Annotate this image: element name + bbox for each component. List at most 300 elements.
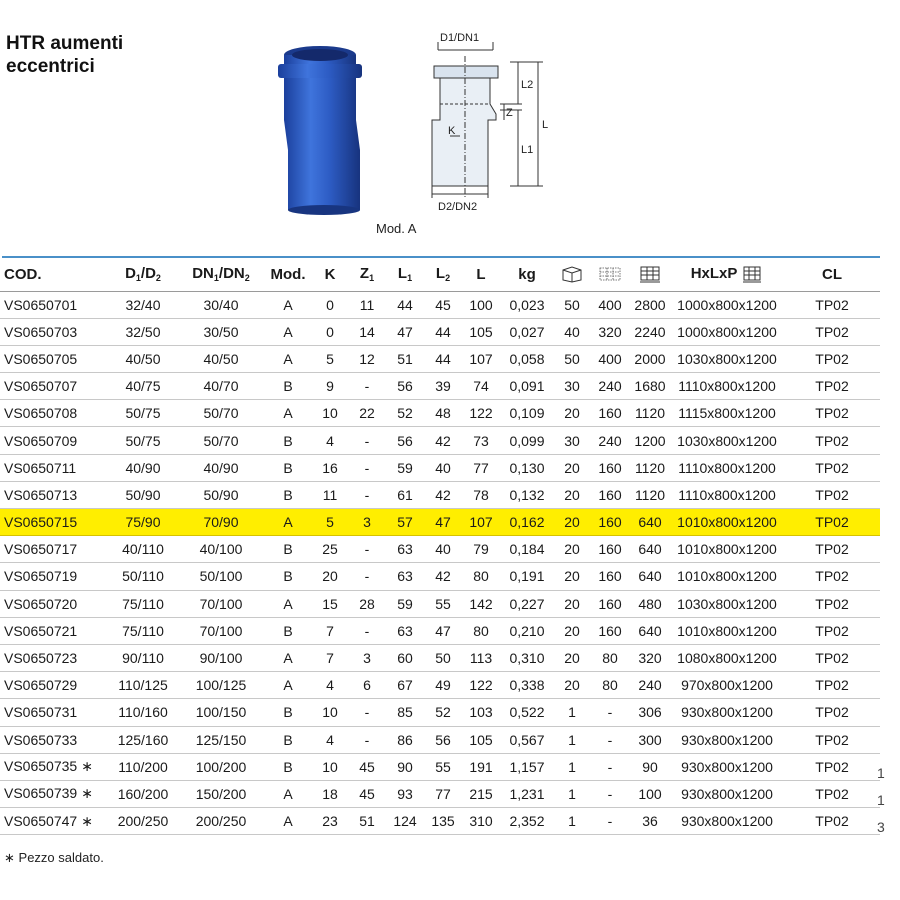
cell-box-qty: 20 <box>554 454 590 481</box>
edge-fragment: 1 <box>877 765 885 781</box>
cell-code: VS0650733 <box>0 726 108 753</box>
cell-hxlxp: 1000x800x1200 <box>670 318 784 345</box>
cell-box-qty: 20 <box>554 563 590 590</box>
cell-z1: 22 <box>348 400 386 427</box>
cell-kg: 0,023 <box>500 291 554 318</box>
table-row <box>0 373 880 400</box>
cell-d1-d2: 200/250 <box>108 808 178 835</box>
cell-cl: TP02 <box>784 590 880 617</box>
product-photo <box>270 40 370 215</box>
cell-mod: A <box>264 318 312 345</box>
cell-cl: TP02 <box>784 509 880 536</box>
table-header-row <box>0 258 880 291</box>
cell-l2: 44 <box>424 345 462 372</box>
cell-code: VS0650747 ∗ <box>0 808 108 835</box>
cell-pallet-qty: 240 <box>630 672 670 699</box>
cell-mod: B <box>264 427 312 454</box>
cell-d1-d2: 40/50 <box>108 345 178 372</box>
cell-d1-d2: 110/125 <box>108 672 178 699</box>
cell-z1: 14 <box>348 318 386 345</box>
cell-l1: 59 <box>386 454 424 481</box>
table-row <box>0 481 880 508</box>
cell-z1: - <box>348 617 386 644</box>
cell-pallet-qty: 2800 <box>630 291 670 318</box>
cell-pallet-qty: 1680 <box>630 373 670 400</box>
cell-z1: 51 <box>348 808 386 835</box>
cell-mod: A <box>264 644 312 671</box>
cell-l2: 44 <box>424 318 462 345</box>
cell-l2: 42 <box>424 481 462 508</box>
cell-l2: 52 <box>424 699 462 726</box>
cell-kg: 1,157 <box>500 753 554 780</box>
cell-hxlxp: 1030x800x1200 <box>670 345 784 372</box>
cell-layer-qty: - <box>590 699 630 726</box>
cell-layer-qty: 160 <box>590 400 630 427</box>
col-header-kg: kg <box>500 258 554 291</box>
cell-box-qty: 20 <box>554 400 590 427</box>
cell-layer-qty: 160 <box>590 454 630 481</box>
cell-d1-d2: 160/200 <box>108 780 178 807</box>
cell-kg: 0,099 <box>500 427 554 454</box>
cell-l2: 39 <box>424 373 462 400</box>
cell-pallet-qty: 320 <box>630 644 670 671</box>
cell-k: 10 <box>312 753 348 780</box>
cell-kg: 0,310 <box>500 644 554 671</box>
cell-dn1-dn2: 30/50 <box>178 318 264 345</box>
col-header-hxlxp: HxLxP <box>670 258 784 291</box>
cell-k: 5 <box>312 345 348 372</box>
cell-dn1-dn2: 50/100 <box>178 563 264 590</box>
cell-l1: 63 <box>386 563 424 590</box>
cell-d1-d2: 75/110 <box>108 590 178 617</box>
cell-l: 122 <box>462 672 500 699</box>
cell-kg: 0,130 <box>500 454 554 481</box>
cell-l1: 51 <box>386 345 424 372</box>
cell-kg: 0,109 <box>500 400 554 427</box>
cell-hxlxp: 1115x800x1200 <box>670 400 784 427</box>
cell-l: 73 <box>462 427 500 454</box>
cell-k: 10 <box>312 699 348 726</box>
cell-dn1-dn2: 50/90 <box>178 481 264 508</box>
title-line-2: eccentrici <box>6 56 95 77</box>
cell-k: 23 <box>312 808 348 835</box>
cell-kg: 0,132 <box>500 481 554 508</box>
cell-l: 77 <box>462 454 500 481</box>
drawing-dim-K: K <box>448 125 456 137</box>
cell-mod: A <box>264 509 312 536</box>
cell-code: VS0650720 <box>0 590 108 617</box>
cell-code: VS0650719 <box>0 563 108 590</box>
cell-box-qty: 40 <box>554 318 590 345</box>
cell-k: 16 <box>312 454 348 481</box>
edge-fragment: 3 <box>877 819 885 835</box>
cell-l1: 57 <box>386 509 424 536</box>
pallet-dimensions-icon <box>741 265 763 283</box>
cell-code: VS0650708 <box>0 400 108 427</box>
cell-k: 7 <box>312 644 348 671</box>
col-header-box <box>554 258 590 291</box>
col-header-cl: CL <box>784 258 880 291</box>
cell-code: VS0650731 <box>0 699 108 726</box>
cell-z1: 45 <box>348 780 386 807</box>
cell-z1: 6 <box>348 672 386 699</box>
cell-l2: 45 <box>424 291 462 318</box>
cell-l2: 40 <box>424 454 462 481</box>
col-header-z1: $Z_1$ <box>348 258 386 291</box>
cell-z1: - <box>348 427 386 454</box>
cell-mod: A <box>264 808 312 835</box>
cell-layer-qty: - <box>590 753 630 780</box>
cell-l: 78 <box>462 481 500 508</box>
cell-hxlxp: 1010x800x1200 <box>670 509 784 536</box>
cell-cl: TP02 <box>784 427 880 454</box>
cell-z1: - <box>348 563 386 590</box>
col-header-l2: $L_2$ <box>424 258 462 291</box>
cell-box-qty: 50 <box>554 345 590 372</box>
cell-l: 142 <box>462 590 500 617</box>
cell-l: 107 <box>462 509 500 536</box>
cell-cl: TP02 <box>784 481 880 508</box>
cell-box-qty: 20 <box>554 590 590 617</box>
cell-layer-qty: - <box>590 808 630 835</box>
cell-l1: 56 <box>386 373 424 400</box>
cell-layer-qty: - <box>590 726 630 753</box>
cell-code: VS0650723 <box>0 644 108 671</box>
cell-kg: 0,338 <box>500 672 554 699</box>
table-row <box>0 318 880 345</box>
cell-cl: TP02 <box>784 454 880 481</box>
cell-k: 5 <box>312 509 348 536</box>
col-header-dn1-dn2: $DN_1/DN_2$ <box>178 258 264 291</box>
cell-cl: TP02 <box>784 400 880 427</box>
cell-code: VS0650711 <box>0 454 108 481</box>
cell-hxlxp: 1110x800x1200 <box>670 481 784 508</box>
table-row <box>0 400 880 427</box>
cell-z1: - <box>348 536 386 563</box>
technical-drawing <box>418 28 558 216</box>
cell-dn1-dn2: 40/50 <box>178 345 264 372</box>
cell-dn1-dn2: 30/40 <box>178 291 264 318</box>
cell-kg: 2,352 <box>500 808 554 835</box>
cell-z1: 12 <box>348 345 386 372</box>
table-row <box>0 699 880 726</box>
drawing-dim-L2: L2 <box>521 79 534 91</box>
cell-mod: B <box>264 699 312 726</box>
cell-pallet-qty: 36 <box>630 808 670 835</box>
cell-cl: TP02 <box>784 726 880 753</box>
welded-marker: ∗ <box>81 758 93 775</box>
cell-l2: 40 <box>424 536 462 563</box>
cell-k: 0 <box>312 318 348 345</box>
cell-dn1-dn2: 50/70 <box>178 400 264 427</box>
cell-k: 20 <box>312 563 348 590</box>
cell-l1: 63 <box>386 617 424 644</box>
cell-cl: TP02 <box>784 318 880 345</box>
drawing-bottom-label: D2/DN2 <box>438 201 478 213</box>
cell-d1-d2: 110/200 <box>108 753 178 780</box>
cell-layer-qty: 240 <box>590 373 630 400</box>
cell-layer-qty: 160 <box>590 481 630 508</box>
cell-dn1-dn2: 70/100 <box>178 590 264 617</box>
cell-code: VS0650739 ∗ <box>0 780 108 807</box>
table-row <box>0 644 880 671</box>
cell-hxlxp: 930x800x1200 <box>670 753 784 780</box>
cell-z1: 3 <box>348 644 386 671</box>
cell-pallet-qty: 100 <box>630 780 670 807</box>
cell-l1: 85 <box>386 699 424 726</box>
cell-code: VS0650709 <box>0 427 108 454</box>
cell-cl: TP02 <box>784 644 880 671</box>
footnote-marker: ∗ <box>4 850 15 865</box>
col-header-d1-d2: $D_1/D_2$ <box>108 258 178 291</box>
cell-mod: B <box>264 563 312 590</box>
cell-kg: 0,227 <box>500 590 554 617</box>
cell-hxlxp: 1030x800x1200 <box>670 427 784 454</box>
cell-code: VS0650715 <box>0 509 108 536</box>
cell-code: VS0650735 ∗ <box>0 753 108 780</box>
cell-k: 4 <box>312 427 348 454</box>
cell-hxlxp: 1010x800x1200 <box>670 617 784 644</box>
cell-pallet-qty: 2000 <box>630 345 670 372</box>
cell-pallet-qty: 300 <box>630 726 670 753</box>
col-header-mod: Mod. <box>264 258 312 291</box>
cell-k: 0 <box>312 291 348 318</box>
cell-d1-d2: 50/75 <box>108 427 178 454</box>
cell-layer-qty: 240 <box>590 427 630 454</box>
cell-hxlxp: 1000x800x1200 <box>670 291 784 318</box>
cell-dn1-dn2: 50/70 <box>178 427 264 454</box>
cell-z1: - <box>348 454 386 481</box>
table-row <box>0 753 880 780</box>
cell-layer-qty: 80 <box>590 672 630 699</box>
cell-l2: 42 <box>424 427 462 454</box>
table-row <box>0 454 880 481</box>
cell-l2: 47 <box>424 509 462 536</box>
cell-cl: TP02 <box>784 808 880 835</box>
cell-pallet-qty: 640 <box>630 617 670 644</box>
cell-kg: 0,522 <box>500 699 554 726</box>
cell-code: VS0650705 <box>0 345 108 372</box>
cell-l1: 61 <box>386 481 424 508</box>
cell-l: 100 <box>462 291 500 318</box>
cell-code: VS0650729 <box>0 672 108 699</box>
cell-hxlxp: 930x800x1200 <box>670 780 784 807</box>
cell-code: VS0650721 <box>0 617 108 644</box>
cell-pallet-qty: 1200 <box>630 427 670 454</box>
cell-d1-d2: 90/110 <box>108 644 178 671</box>
cell-box-qty: 20 <box>554 672 590 699</box>
table-row <box>0 672 880 699</box>
cell-hxlxp: 1080x800x1200 <box>670 644 784 671</box>
cell-hxlxp: 1110x800x1200 <box>670 373 784 400</box>
cell-d1-d2: 125/160 <box>108 726 178 753</box>
pallet-layer-icon <box>598 265 622 283</box>
cell-l: 80 <box>462 563 500 590</box>
cell-d1-d2: 50/110 <box>108 563 178 590</box>
cell-k: 9 <box>312 373 348 400</box>
cell-cl: TP02 <box>784 345 880 372</box>
cell-hxlxp: 970x800x1200 <box>670 672 784 699</box>
cell-box-qty: 20 <box>554 536 590 563</box>
cell-l: 103 <box>462 699 500 726</box>
cell-dn1-dn2: 40/100 <box>178 536 264 563</box>
cell-l: 74 <box>462 373 500 400</box>
cell-d1-d2: 50/90 <box>108 481 178 508</box>
cell-z1: 45 <box>348 753 386 780</box>
cell-l1: 59 <box>386 590 424 617</box>
cell-layer-qty: 400 <box>590 345 630 372</box>
pallet-icon <box>638 265 662 283</box>
cell-l2: 56 <box>424 726 462 753</box>
cell-l: 105 <box>462 726 500 753</box>
col-header-l1: $L_1$ <box>386 258 424 291</box>
table-row <box>0 563 880 590</box>
cell-d1-d2: 110/160 <box>108 699 178 726</box>
cell-dn1-dn2: 40/90 <box>178 454 264 481</box>
cell-hxlxp: 1010x800x1200 <box>670 563 784 590</box>
table-row <box>0 780 880 807</box>
cell-k: 11 <box>312 481 348 508</box>
cell-d1-d2: 32/50 <box>108 318 178 345</box>
cell-dn1-dn2: 100/200 <box>178 753 264 780</box>
footnote <box>4 850 104 866</box>
cell-mod: B <box>264 753 312 780</box>
table-row <box>0 808 880 835</box>
cell-d1-d2: 50/75 <box>108 400 178 427</box>
cell-d1-d2: 32/40 <box>108 291 178 318</box>
cell-box-qty: 50 <box>554 291 590 318</box>
cell-layer-qty: - <box>590 780 630 807</box>
drawing-dim-Z: Z <box>506 107 513 119</box>
page-title <box>6 32 123 78</box>
cell-hxlxp: 1110x800x1200 <box>670 454 784 481</box>
cell-box-qty: 20 <box>554 481 590 508</box>
cell-kg: 0,162 <box>500 509 554 536</box>
cell-z1: - <box>348 373 386 400</box>
cell-k: 4 <box>312 726 348 753</box>
cell-pallet-qty: 640 <box>630 509 670 536</box>
cell-l2: 55 <box>424 590 462 617</box>
cell-d1-d2: 75/110 <box>108 617 178 644</box>
cell-k: 18 <box>312 780 348 807</box>
cell-mod: B <box>264 481 312 508</box>
cell-z1: 11 <box>348 291 386 318</box>
cell-box-qty: 20 <box>554 617 590 644</box>
cell-l1: 67 <box>386 672 424 699</box>
table-row <box>0 726 880 753</box>
cell-l: 113 <box>462 644 500 671</box>
cell-dn1-dn2: 40/70 <box>178 373 264 400</box>
cell-pallet-qty: 1120 <box>630 400 670 427</box>
table-row <box>0 536 880 563</box>
cell-layer-qty: 80 <box>590 644 630 671</box>
cell-layer-qty: 160 <box>590 617 630 644</box>
cell-l: 105 <box>462 318 500 345</box>
cell-kg: 0,191 <box>500 563 554 590</box>
cell-dn1-dn2: 150/200 <box>178 780 264 807</box>
cell-l: 191 <box>462 753 500 780</box>
drawing-dim-L1: L1 <box>521 144 534 156</box>
cell-cl: TP02 <box>784 753 880 780</box>
cell-kg: 0,027 <box>500 318 554 345</box>
cell-cl: TP02 <box>784 672 880 699</box>
cell-l1: 56 <box>386 427 424 454</box>
cell-mod: A <box>264 590 312 617</box>
cell-cl: TP02 <box>784 536 880 563</box>
cell-k: 10 <box>312 400 348 427</box>
cell-l: 122 <box>462 400 500 427</box>
cell-dn1-dn2: 125/150 <box>178 726 264 753</box>
welded-marker: ∗ <box>81 785 93 802</box>
cell-dn1-dn2: 70/100 <box>178 617 264 644</box>
cell-kg: 0,058 <box>500 345 554 372</box>
cell-mod: A <box>264 291 312 318</box>
cell-d1-d2: 75/90 <box>108 509 178 536</box>
cell-box-qty: 1 <box>554 726 590 753</box>
cell-z1: 28 <box>348 590 386 617</box>
cell-cl: TP02 <box>784 617 880 644</box>
cell-d1-d2: 40/90 <box>108 454 178 481</box>
table-body <box>0 291 880 835</box>
cell-d1-d2: 40/75 <box>108 373 178 400</box>
drawing-dim-L: L <box>542 119 549 131</box>
cell-l2: 48 <box>424 400 462 427</box>
product-table-wrap <box>0 258 880 835</box>
cell-dn1-dn2: 90/100 <box>178 644 264 671</box>
cell-pallet-qty: 306 <box>630 699 670 726</box>
drawing-caption: Mod. A <box>376 221 417 236</box>
cell-code: VS0650717 <box>0 536 108 563</box>
cell-l1: 86 <box>386 726 424 753</box>
table-row <box>0 291 880 318</box>
title-line-1: HTR aumenti <box>6 33 124 54</box>
cell-mod: B <box>264 454 312 481</box>
cell-k: 7 <box>312 617 348 644</box>
cell-mod: A <box>264 400 312 427</box>
cell-dn1-dn2: 100/150 <box>178 699 264 726</box>
cell-box-qty: 30 <box>554 427 590 454</box>
cell-z1: - <box>348 726 386 753</box>
cell-k: 15 <box>312 590 348 617</box>
cell-k: 25 <box>312 536 348 563</box>
cell-code: VS0650707 <box>0 373 108 400</box>
cell-l: 310 <box>462 808 500 835</box>
cell-hxlxp: 1010x800x1200 <box>670 536 784 563</box>
table-row <box>0 617 880 644</box>
cell-layer-qty: 160 <box>590 563 630 590</box>
cell-dn1-dn2: 70/90 <box>178 509 264 536</box>
cell-l1: 90 <box>386 753 424 780</box>
cell-l: 80 <box>462 617 500 644</box>
cell-box-qty: 30 <box>554 373 590 400</box>
cell-l1: 60 <box>386 644 424 671</box>
cell-layer-qty: 160 <box>590 509 630 536</box>
col-header-layer <box>590 258 630 291</box>
cell-box-qty: 1 <box>554 808 590 835</box>
cell-z1: 3 <box>348 509 386 536</box>
cell-box-qty: 1 <box>554 699 590 726</box>
cell-cl: TP02 <box>784 373 880 400</box>
cell-l1: 93 <box>386 780 424 807</box>
cell-l1: 47 <box>386 318 424 345</box>
table-row <box>0 590 880 617</box>
cell-l1: 63 <box>386 536 424 563</box>
cell-l2: 77 <box>424 780 462 807</box>
product-table <box>0 258 880 835</box>
cell-kg: 0,567 <box>500 726 554 753</box>
cell-box-qty: 1 <box>554 780 590 807</box>
cell-pallet-qty: 1120 <box>630 481 670 508</box>
